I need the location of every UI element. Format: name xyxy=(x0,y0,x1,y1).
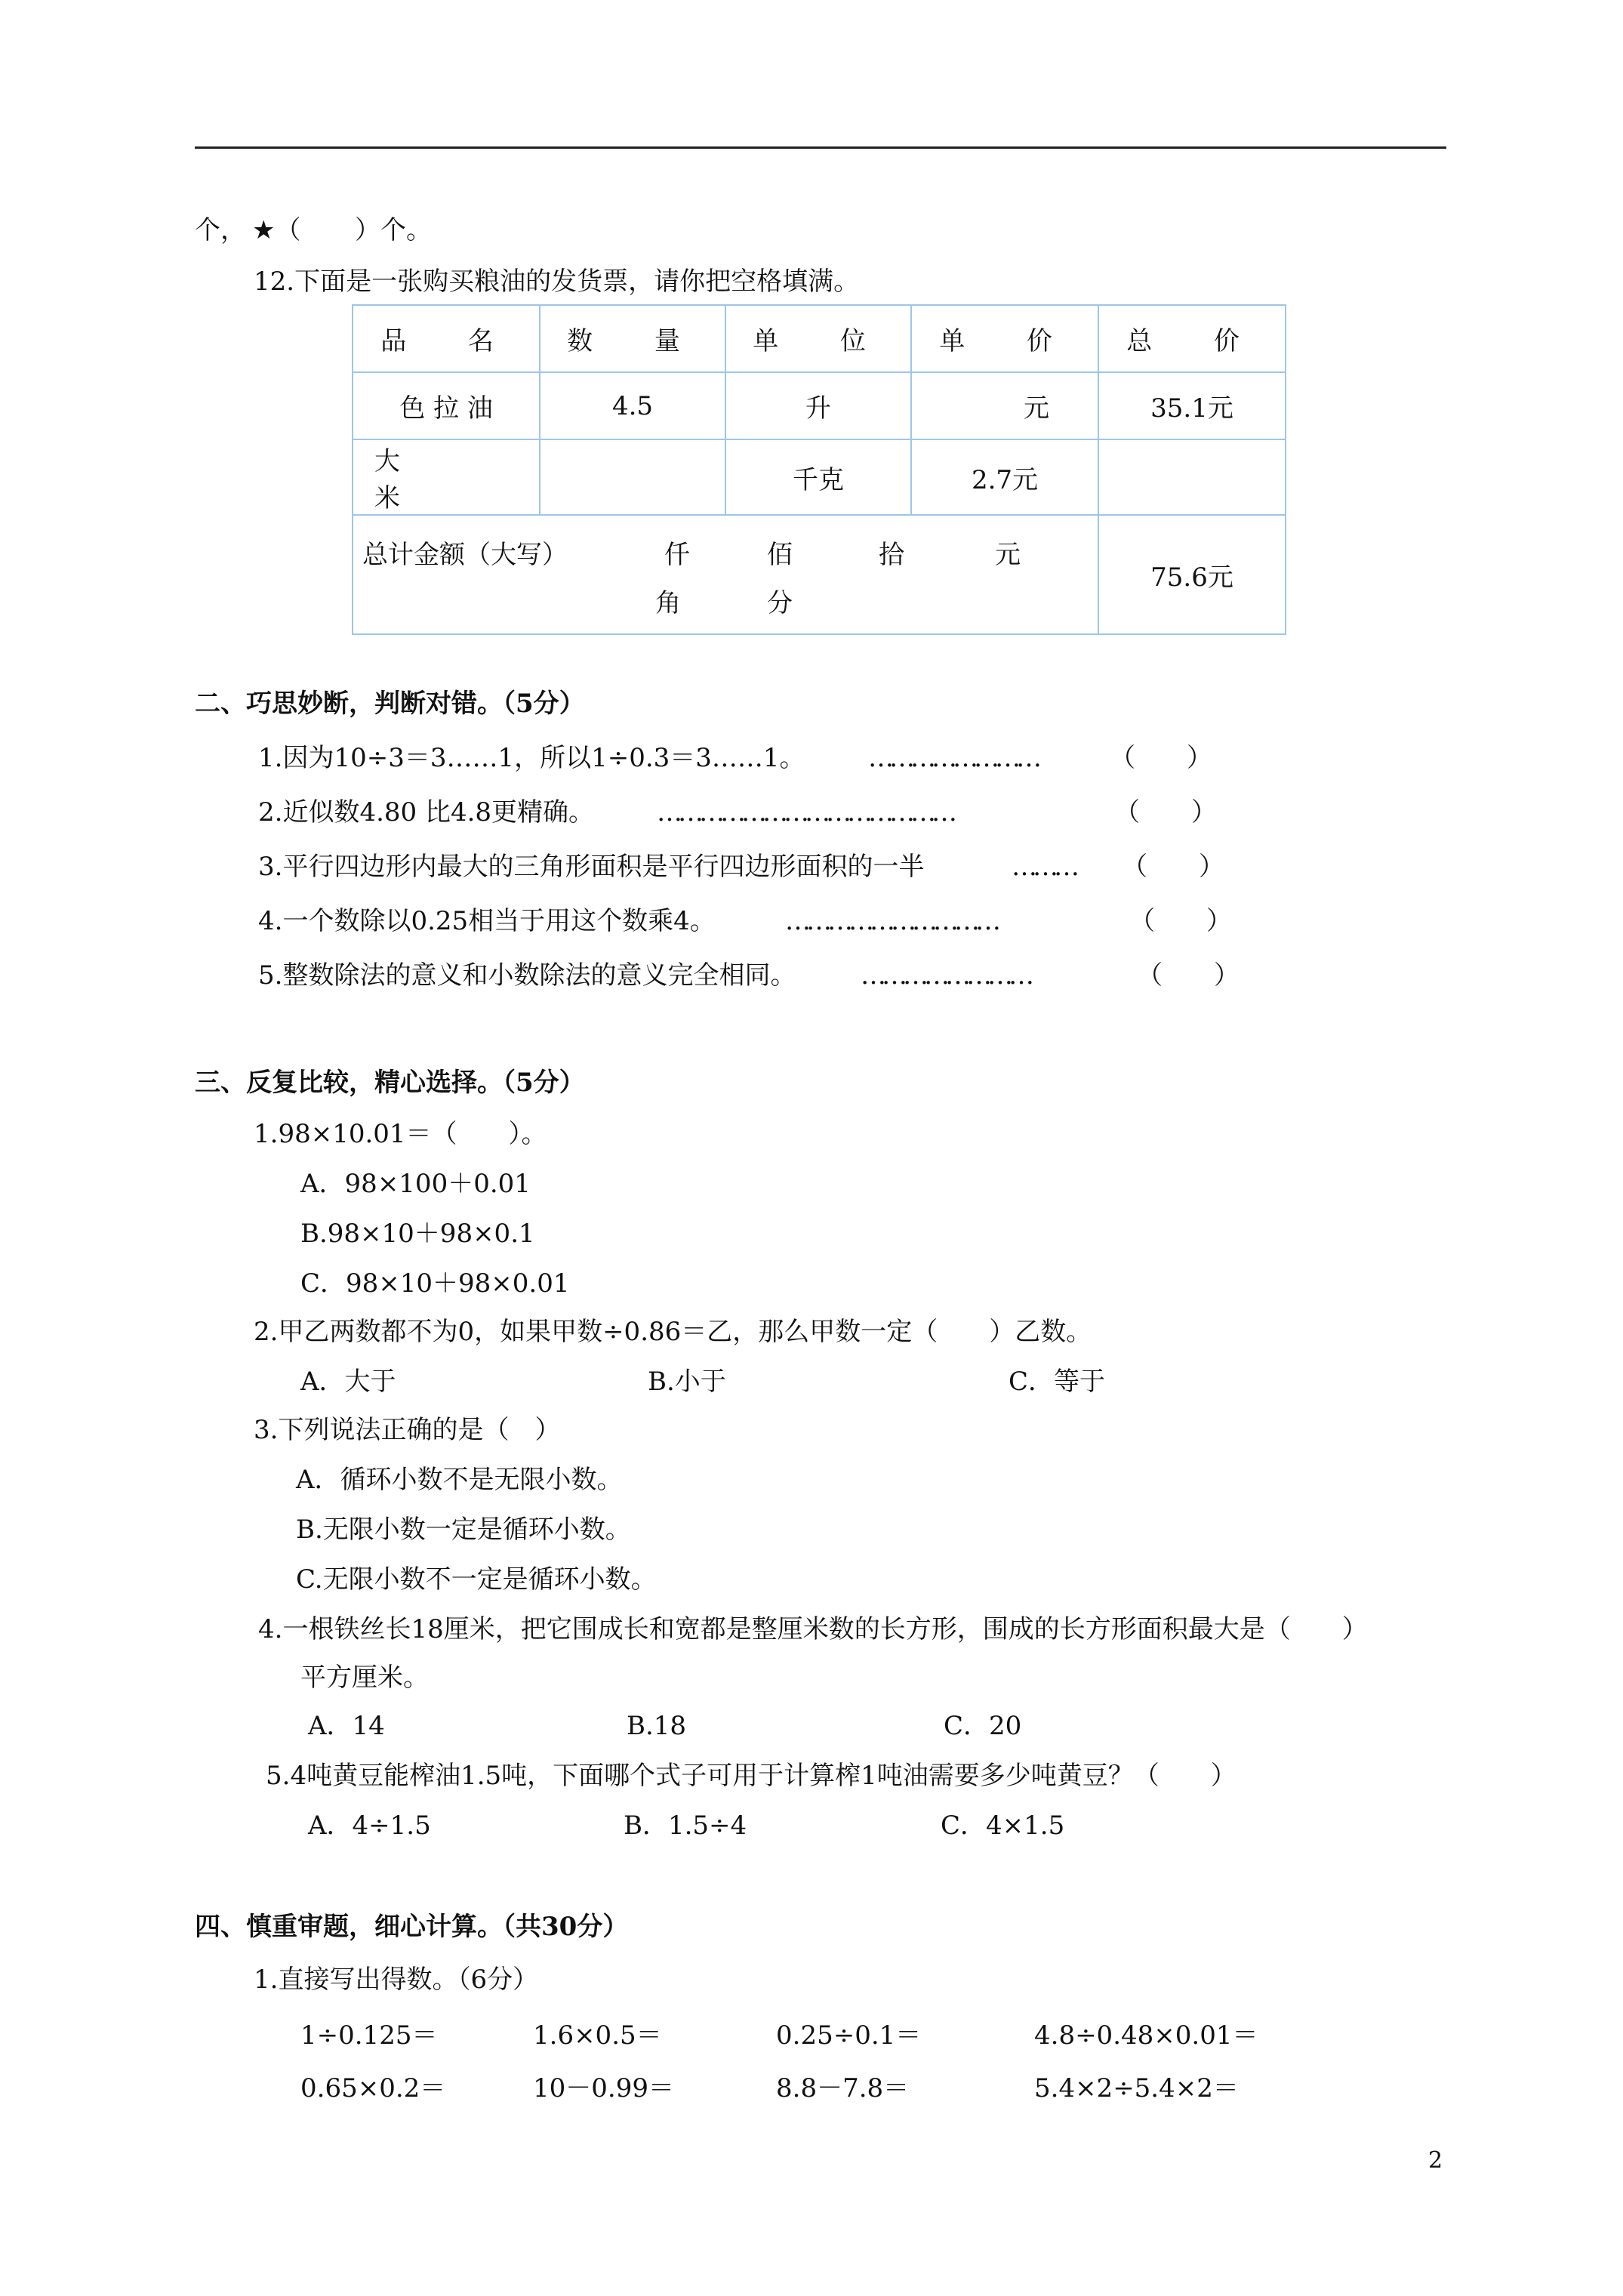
total-unit-bai: 佰 xyxy=(767,540,793,570)
section3-title: 三、反复比较，精心选择。（5分） xyxy=(195,1068,585,1098)
choice-q2-stem: 2.甲乙两数都不为0，如果甲数÷0.86＝乙，那么甲数一定（ ）乙数。 xyxy=(254,1317,1092,1347)
calc-item: 8.8－7.8＝ xyxy=(776,2073,910,2103)
choice-q4-option-b: B.18 xyxy=(627,1711,687,1741)
choice-q4-stem-continued: 平方厘米。 xyxy=(300,1663,429,1693)
invoice-cell: 35.1元 xyxy=(1098,372,1286,439)
q12-title: 12.下面是一张购买粮油的发货票，请你把空格填满。 xyxy=(254,267,860,297)
judge-dots-5: …………………… xyxy=(861,960,1030,991)
judge-bracket-1: （ ） xyxy=(1110,743,1212,773)
choice-q1-option-a: A．98×100＋0.01 xyxy=(300,1169,531,1199)
total-unit-jiao: 角 xyxy=(655,588,681,618)
judge-dots-3: ……… xyxy=(1012,852,1075,882)
carryover-text-2: ★（ xyxy=(252,215,301,245)
invoice-row xyxy=(353,372,1286,439)
choice-q3-stem: 3.下列说法正确的是（ ） xyxy=(254,1415,561,1445)
judge-bracket-3: （ ） xyxy=(1122,852,1224,882)
judge-bracket-5: （ ） xyxy=(1137,960,1240,991)
total-unit-shi: 拾 xyxy=(879,540,904,570)
invoice-cell: 色 拉 油 xyxy=(353,372,540,439)
calc-item: 10－0.99＝ xyxy=(533,2073,674,2103)
calc-sub1-title: 1.直接写出得数。（6分） xyxy=(254,1965,539,1995)
choice-q1-option-c: C．98×10＋98×0.01 xyxy=(300,1268,570,1299)
invoice-total-row xyxy=(353,515,1286,634)
choice-q3-option-a: A．循环小数不是无限小数。 xyxy=(296,1465,623,1495)
choice-q4-stem: 4.一根铁丝长18厘米，把它围成长和宽都是整厘米数的长方形，围成的长方形面积最大是（ ） xyxy=(258,1614,1368,1644)
choice-q4-option-c: C．20 xyxy=(944,1711,1022,1741)
judge-item-4: 4.一个数除以0.25相当于用这个数乘4。 xyxy=(258,906,716,936)
invoice-cell: 千克 xyxy=(725,439,911,515)
judge-bracket-2: （ ） xyxy=(1114,797,1217,827)
carryover-text-1: 个， xyxy=(195,215,246,245)
judge-dots-4: ………………………… xyxy=(785,906,996,936)
judge-dots-2: …………………………………… xyxy=(657,797,953,827)
carryover-text-3: ）个。 xyxy=(355,215,432,245)
total-unit-fen: 分 xyxy=(767,588,793,618)
page-number: 2 xyxy=(1428,2147,1443,2174)
calc-item: 0.65×0.2＝ xyxy=(300,2073,446,2103)
choice-q4-option-a: A．14 xyxy=(308,1711,385,1741)
section4-title: 四、慎重审题，细心计算。（共30分） xyxy=(195,1912,629,1942)
judge-item-1: 1.因为10÷3＝3……1，所以1÷0.3＝3……1。 xyxy=(258,743,805,773)
invoice-header-cell: 单 位 xyxy=(725,305,911,372)
invoice-table xyxy=(352,304,1286,635)
choice-q3-option-b: B.无限小数一定是循环小数。 xyxy=(296,1515,631,1545)
choice-q1-option-b: B.98×10＋98×0.1 xyxy=(300,1219,535,1249)
invoice-cell: 升 xyxy=(725,372,911,439)
choice-q2-option-a: A．大于 xyxy=(300,1367,396,1397)
invoice-header-cell: 品 名 xyxy=(353,305,540,372)
total-unit-yuan: 元 xyxy=(995,540,1021,570)
invoice-header-row xyxy=(353,305,1286,372)
judge-item-5: 5.整数除法的意义和小数除法的意义完全相同。 xyxy=(258,960,796,991)
invoice-cell: 2.7元 xyxy=(911,439,1098,515)
judge-item-2: 2.近似数4.80 比4.8更精确。 xyxy=(258,797,595,827)
invoice-total-value: 75.6元 xyxy=(1098,515,1286,634)
choice-q5-stem: 5.4吨黄豆能榨油1.5吨，下面哪个式子可用于计算榨1吨油需要多少吨黄豆？（ ） xyxy=(266,1761,1236,1791)
choice-q2-option-c: C．等于 xyxy=(1009,1367,1106,1397)
calc-item: 1.6×0.5＝ xyxy=(533,2020,662,2051)
choice-q1-stem: 1.98×10.01＝（ ）。 xyxy=(254,1119,547,1149)
invoice-header-cell: 数 量 xyxy=(540,305,725,372)
invoice-row xyxy=(353,439,1286,515)
invoice-header-cell: 单 价 xyxy=(911,305,1098,372)
section2-title: 二、巧思妙断，判断对错。（5分） xyxy=(195,689,585,719)
choice-q2-option-b: B.小于 xyxy=(648,1367,726,1397)
total-label: 总计金额（大写） xyxy=(362,540,568,570)
calc-item: 4.8÷0.48×0.01＝ xyxy=(1034,2020,1258,2051)
judge-bracket-4: （ ） xyxy=(1129,906,1232,936)
choice-q5-option-a: A．4÷1.5 xyxy=(308,1811,431,1841)
calc-item: 0.25÷0.1＝ xyxy=(776,2020,922,2051)
invoice-cell xyxy=(540,439,725,515)
calc-item: 1÷0.125＝ xyxy=(300,2020,438,2051)
invoice-cell xyxy=(1098,439,1286,515)
choice-q3-option-c: C.无限小数不一定是循环小数。 xyxy=(296,1564,657,1595)
choice-q5-option-c: C．4×1.5 xyxy=(941,1811,1065,1841)
invoice-total-amount-cell xyxy=(353,515,1098,634)
choice-q5-option-b: B．1.5÷4 xyxy=(624,1811,747,1841)
invoice-header-cell: 总 价 xyxy=(1098,305,1286,372)
invoice-cell: 大 米 xyxy=(353,439,540,515)
judge-dots-1: …………………… xyxy=(868,743,1037,773)
header-rule xyxy=(195,146,1446,149)
total-unit-qian: 仟 xyxy=(664,540,690,570)
invoice-cell: 4.5 xyxy=(540,372,725,439)
judge-item-3: 3.平行四边形内最大的三角形面积是平行四边形面积的一半 xyxy=(258,852,925,882)
invoice-cell: 元 xyxy=(911,372,1098,439)
calc-item: 5.4×2÷5.4×2＝ xyxy=(1034,2073,1239,2103)
